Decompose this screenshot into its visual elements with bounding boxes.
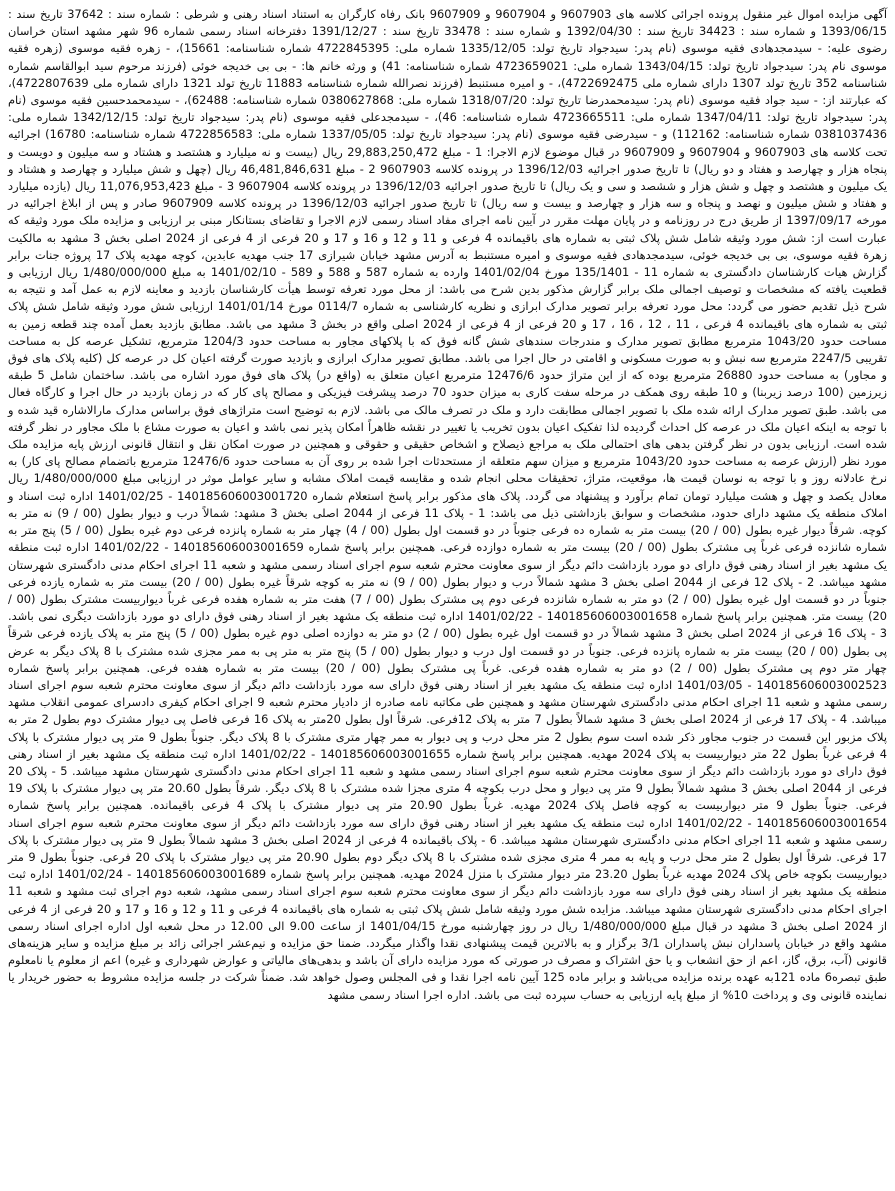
auction-notice [8, 6, 887, 1004]
notice-body-text: آگهی مزایده اموال غیر منقول پرونده اجرائی کلاسه های 9607903 و 9607904 و 9607909 بانک رفاه کارگران به استناد اسناد رهنی و شرطی : شماره سند : 37642 تاریخ سند : 1393/06/15 و شماره سند : 34423 تاریخ سند : 1392/04/30 و شماره سند : 33478 تاریخ سند : 1391/12/27 دفترخانه اسناد رسمی شماره 96 شهر مشهد استان خراسان رضوی علیه: - سیدمجدهادی فقیه موسوی (نام پدر: سیدجواد تاریخ تولد: 1335/12/05 شماره ملی: 4722845395 شماره شناسنامه: 15661)، - زهره فقیه موسوی (زهره فقیه موسوی نام پدر: سیدجواد تاریخ تولد: 1343/04/15 شماره ملی: 4723659021 شماره شناسنامه: 41) و ورثه خانم ها: - بی بی خدیجه خوئی (فرزند مرحوم سید ابوالقاسم شماره شناسنامه 352 تاریخ تولد 1307 دارای شماره ملی 4722692475)، - و امیره مستنبط (فرزند نصرالله شماره شناسنامه 11883 تاریخ تولد 1321 دارای شماره ملی 4722807639)، که عبارتند از: - سید جواد فقیه موسوی (نام پدر: سیدمحمدرضا تاریخ تولد: 1318/07/20 شماره ملی: 0380627868 شماره شناسنامه: 62488)، - سیدمحمدحسین فقیه موسوی (نام پدر: سیدجواد تاریخ تولد: 1347/04/11 شماره ملی: 4723665511 شماره شناسنامه: 46)، - سیدمجدعلی فقیه موسوی (نام پدر: سیدجواد تاریخ تولد: 1342/12/15 شماره ملی: 0381037436 شماره شناسنامه: 112162) و - سیدرضی فقیه موسوی (نام پدر: سیدجواد تاریخ تولد: 1337/05/05 شماره ملی: 4722856583 شماره شناسنامه: 16780) اجرائیه تحت کلاسه های 9607903 و 9607904 و 9607909 در قبال موضوع لازم الاجرا: 1 - مبلغ 29,883,250,472 ریال (بیست و نه میلیارد و هشتصد و هشتاد و سه میلیون و دویست و پنجاه هزار و چهارصد و هفتاد و دو ریال) تا تاریخ صدور اجرائیه 1396/12/03 در پرونده کلاسه 9607903 2 - مبلغ 46,481,846,631 ریال (چهل و شش میلیارد و چهارصد و هشتاد و یک میلیون و هشتصد و چهل و شش هزار و ششصد و سی و یک ریال) تا تاریخ صدور اجرائیه 1396/12/03 در پرونده کلاسه 9607904 3 - مبلغ 11,076,953,423 ریال (یازده میلیارد و هفتاد و شش میلیون و نهصد و پنجاه و سه هزار و چهارصد و بیست و سه ریال) تا تاریخ صدور اجرائیه 1396/12/03 در پرونده کلاسه 9607909 صادر و پس از ابلاغ اجرائیه در مورخه 1397/09/17 از طریق درج در روزنامه و در پایان مهلت مقرر در آیین نامه اجرای مفاد اسناد رسمی لازم الاجرا و تقاضای بستانکار مبنی بر ارزیابی و مزایده ملک مورد وثیقه که عبارت است از: شش مورد وثیقه شامل شش پلاک ثبتی به شماره های باقیمانده 4 فرعی و 11 و 12 و 16 و 17 و 20 فرعی از 4 فرعی از 2024 اصلی بخش 3 مشهد به مالکیت زهرة فقیه موسوی، بی بی خدیجه خوئی، سیدمجدهادی فقیه موسوی و امیره مستنبط به آدرس مشهد خیابان شیرازی 17 جنب مهدیه عابدین، کوچه مهدیه پلاک 17 پروژه جنات برابر گزارش هیات کارشناسان دادگستری به شماره 11 - 135/1401 مورخ 1401/02/04 وارده به شماره 587 و 588 و 589 - 1401/02/10 به مبلغ 1/480/000/000 ریال ارزیابی و قطعیت یافته که مشخصات و توصیف اجمالی ملک برابر گزارش مذکور بدین شرح می باشد: از محل مورد تعرفه توسط هیأت کارشناسان بازدید و معاینه لازم به عمل آمد و نتیجه به شرح ذیل تقدیم حضور می گردد: محل مورد تعرفه برابر تصویر مدارک ابرازی و نظریه کارشناسی به شماره 0114/7 مورخ 1401/01/14 ارزیابی شش مورد وثیقه شامل شش پلاک ثبتی به شماره های باقیمانده 4 فرعی ، 11 ، 12 ، 16 ، 17 و 20 فرعی از 4 فرعی از 2024 اصلی واقع در بخش 3 مشهد می باشد. مطابق بازدید بعمل آمده چند قطعه زمین به مساحت حدود 1043/20 مترمربع مطابق تصویر مدارک و مندرجات سندهای شش گانه فوق که با پلاکهای مجاور به مساحت حدود 1204/3 مترمربع، تشکیل عرصه کل به مساحت تقریبی 2247/5 مترمربع سه نبش و به صورت مسکونی و اقامتی در حال اجرا می باشد. مطابق تصویر مدارک ابرازی و بازدید صورت گرفته اعیان کل در عرصه کل (کلیه پلاک های فوق و مجاور) به مساحت حدود 26880 مترمربع بوده که از این متراژ حدود 12476/6 مترمربع اعیان متعلق به (واقع در) پلاک های فوق مورد اشاره می باشد. ساختمان شامل 5 طبقه زیرزمین (100 درصد زیربنا) و 10 طبقه روی همکف در مرحله سفت کاری به میزان حدود 70 درصد پیشرفت فیزیکی و مصالح پای کار که در زمان بازدید در حال اجرا و کارگاه فعال می باشد. طبق تصویر مدارک ارائه شده ملک با تصویر اجمالی مطابقت دارد و ملک در تصرف مالک می باشد. لازم به توضیح است متراژهای فوق براساس مدارک مارالاشاره قید شده و با توجه به اینکه اعیان ملک در عرصه کل احداث گردیده لذا تفکیک اعیان بدون تخریب یا تغییر در نقشه ظاهراً امکان پذیر نمی باشد و اعیان به صورت مشاع با ملک مجاور در نظر گرفته شده است. ارزیابی بدون در نظر گرفتن بدهی های احتمالی ملک به مراجع ذیصلاح و اشخاص حقیقی و حقوقی و همچنین در صورت امکان نقل و انتقال قانونی ارزش پایه مزایده ملک مورد نظر (ارزش عرصه به مساحت حدود 1043/20 مترمربع و میزان سهم متعلقه از مستحدثات اجرا شده بر روی آن به مساحت حدود 12476/6 مترمربع باتضمام مصالح پای کار) به نرخ عادلانه روز و با توجه به نوسان قیمت ها، موقعیت، متراژ، تحقیقات محلی انجام شده و مقایسه قیمت املاک مشابه و سایر عوامل موثر در ارزیابی مبلغ 1/480/000/000 ریال معادل یکصد و چهل و هشت میلیارد تومان تمام برآورد و پیشنهاد می گردد. پلاک های مذکور برابر پاسخ استعلام شماره 140185606003001720 - 1401/02/25 اداره ثبت اسناد و املاک منطقه یک مشهد دارای حدود، مشخصات و سوابق بازداشتی ذیل می باشد: 1 - پلاک 11 فرعی از 2044 اصلی بخش 3 مشهد: شمالاً درب و دیوار بطول (00 / 9) نه متر به کوچه. شرقاً دیوار غیره بطول (00 / 20) بیست متر به شماره ده فرعی جنوباً در دو قسمت اول بطول (00 / 4) چهار متر به شماره پانزده فرعی دوم غیره بطول (00 / 5) پنج متر به شماره شانزده فرعی غرباً پی مشترک بطول (00 / 20) بیست متر به شماره دوازده فرعی. همچنین برابر پاسخ شماره 140185606003001659 - 1401/02/22 اداره ثبت منطقه یک مشهد بغیر از اسناد رهنی فوق دارای دو مورد بازداشت دائم دیگر از سوی معاونت محترم شعبه سوم اجرای اسناد رسمی مشهد و شعبه 11 اجرای احکام مدنی دادگستری شهرستان مشهد میباشد. 2 - پلاک 12 فرعی از 2044 اصلی بخش 3 مشهد شمالاً درب و دیوار بطول (00 / 9) نه متر به کوچه شرقاً غیره بطول (00 / 20) بیست متر به شماره یازده فرعی جنوباً در دو قسمت اول غیره بطول (00 / 2) دو متر به شماره شانزده فرعی دوم پی مشترک بطول (00 / 7) هفت متر به شماره هفده فرعی غرباً دیواربیست مشترک بطول (00 / 20) بیست متر. همچنین برابر پاسخ شماره 140185606003001658 - 1401/02/22 اداره ثبت منطقه یک مشهد بغیر از اسناد رهنی فوق دارای دو مورد بازداشت دیگری نمی باشد. 3 - پلاک 16 فرعی از 2024 اصلی بخش 3 مشهد شمالاً در دو قسمت اول غیره بطول (00 / 2) دو متر به دوازده اصلی دوم غیره بطول (00 / 5) پنج متر به پلاک یازده فرعی شرقاً پی بطول (00 / 20) بیست متر به شماره پانزده فرعی. جنوباً در دو قسمت اول درب و دیوار بطول (00 / 5) پنج متر به متر پی به ممر مجزی شده مشترک با 8 پلاک دیگر به عرض چهار متر دوم پی مشترک بطول (00 / 2) دو متر به شماره هفده فرعی. غرباً پی مشترک بطول (00 / 20) بیست متر به شماره هفده فرعی. همچنین برابر پاسخ شماره 140185606003002523 - 1401/03/05 اداره ثبت منطقه یک مشهد بغیر از اسناد رهنی فوق دارای سه مورد بازداشت دائم دیگر از سوی معاونت محترم شعبه سوم اجرای اسناد رسمی مشهد و شعبه 11 اجرای احکام مدنی دادگستری شهرستان مشهد و همچنین طی مکاتبه نامه صادره از دادیار محترم شعبه 9 اجرای احکام کیفری دادسرای عمومی انقلاب مشهد میباشد. 4 - پلاک 17 فرعی از 2024 اصلی بخش 3 مشهد شمالاً بطول 7 متر به پلاک 12فرعی. شرقاً اول بطول 20متر به پلاک 16 فرعی فاصل پی دیوار مشترک دوم بطول 2 متر به پلاک مزبور این قسمت در جنوب مجاور ذکر شده است سوم بطول 2 متر محل درب و پی دیوار به ممر چهار متری مشترک با 8 پلاک دیگر. جنوباً بطول 9 متر پی دیوار مشترک با پلاک 4 فرعی غرباً بطول 22 متر دیواربیست به پلاک 2024 مهدیه. همچنین برابر پاسخ شماره 140185606003001655 - 1401/02/22 اداره ثبت منطقه یک مشهد بغیر از اسناد رهنی فوق دارای دو مورد بازداشت دائم دیگر از سوی معاونت محترم شعبه سوم اجرای اسناد رسمی مشهد و شعبه 11 اجرای احکام مدنی دادگستری شهرستان مشهد میباشد. 5 - پلاک 20 فرعی از 2044 اصلی بخش 3 مشهد شمالاً بطول 9 متر پی دیوار و محل درب بکوچه 4 متری مجزا شده مشترک با 8 پلاک دیگر. شرقاً بطول 20.60 متر پی دیوار مشترک با پلاک 19 فرعی. جنوباً بطول 9 متر دیواربیست به کوچه فاصل پلاک 2024 مهدیه. غرباً بطول 20.90 متر پی دیوار مشترک با پلاک 4 فرعی باقیمانده. همچنین برابر پاسخ شماره 140185606003001654 - 1401/02/22 اداره ثبت منطقه یک مشهد بغیر از اسناد رهنی فوق دارای سه مورد بازداشت دائم دیگر از سوی معاونت محترم شعبه سوم اجرای اسناد رسمی مشهد و شعبه 11 اجرای احکام مدنی دادگستری شهرستان مشهد میباشد. 6 - پلاک باقیمانده 4 فرعی از 2024 اصلی بخش 3 مشهد شمالاً بطول 9 متر پی دیوار مشترک با پلاک 17 فرعی. شرقاً اول بطول 2 متر محل درب و پایه به ممر 4 متری مجزی شده مشترک با 8 پلاک دیگر دوم بطول 20.90 متر پی دیوار مشترک با پلاک 20 فرعی. جنوباً بطول 9 متر دیواربیست بکوچه خاص پلاک 2024 مهدیه غرباً بطول 23.20 متر دیوار مشترک با منزل 2024 مهدیه. همچنین برابر پاسخ شماره 140185606003001689 - 1401/02/24 اداره ثبت منطقه یک مشهد بغیر از اسناد رهنی فوق دارای سه مورد بازداشت دائم دیگر از سوی معاونت محترم شعبه سوم اجرای اسناد رسمی مشهد، شعبه دوم اجرای ثبت مشهد و شعبه 11 اجرای احکام مدنی دادگستری شهرستان مشهد میباشد. مزایده شش مورد وثیقه شامل شش پلاک ثبتی به شماره های باقیمانده 4 فرعی و 11 و 12 و 16 و 17 و 20 فرعی از 4 فرعی از 2024 اصلی بخش 3 مشهد در قبال مبلغ 1/480/000/000 ریال در روز چهارشنبه مورخ 1401/04/15 از ساعت 9.00 الی 12.00 در محل شعبه اول اداره اجرای اسناد رسمی مشهد واقع در خیابان پاسداران نبش پاسداران 3/1 برگزار و به بالاترین قیمت پیشنهادی نقدا واگذار میگردد. ضمنا حق مزایده و نیم‌عشر اجرائی زائد بر مبلغ مزایده و سایر هزینه‌های قانونی (آب، برق، گاز، اعم از حق انشعاب و یا حق اشتراک و مصرف در صورتی که مورد مزایده دارای آن باشد و بدهی‌های مالیاتی و عوارض شهرداری و غیره) اعم از معلوم یا نامعلوم طبق تبصره6 ماده 121به عهده برنده مزایده می‌باشد و برابر ماده 125 آیین نامه اجرا نقدا و فی المجلس وصول خواهد شد. ضمناً شرکت در جلسه مزایده مشروط به حضور خریدار یا نماینده قانونی وی و پرداخت 10% از مبلغ پایه ارزیابی به حساب سپرده ثبت می باشد. اداره اجرا اسناد رسمی مشهد [8, 7, 888, 1002]
